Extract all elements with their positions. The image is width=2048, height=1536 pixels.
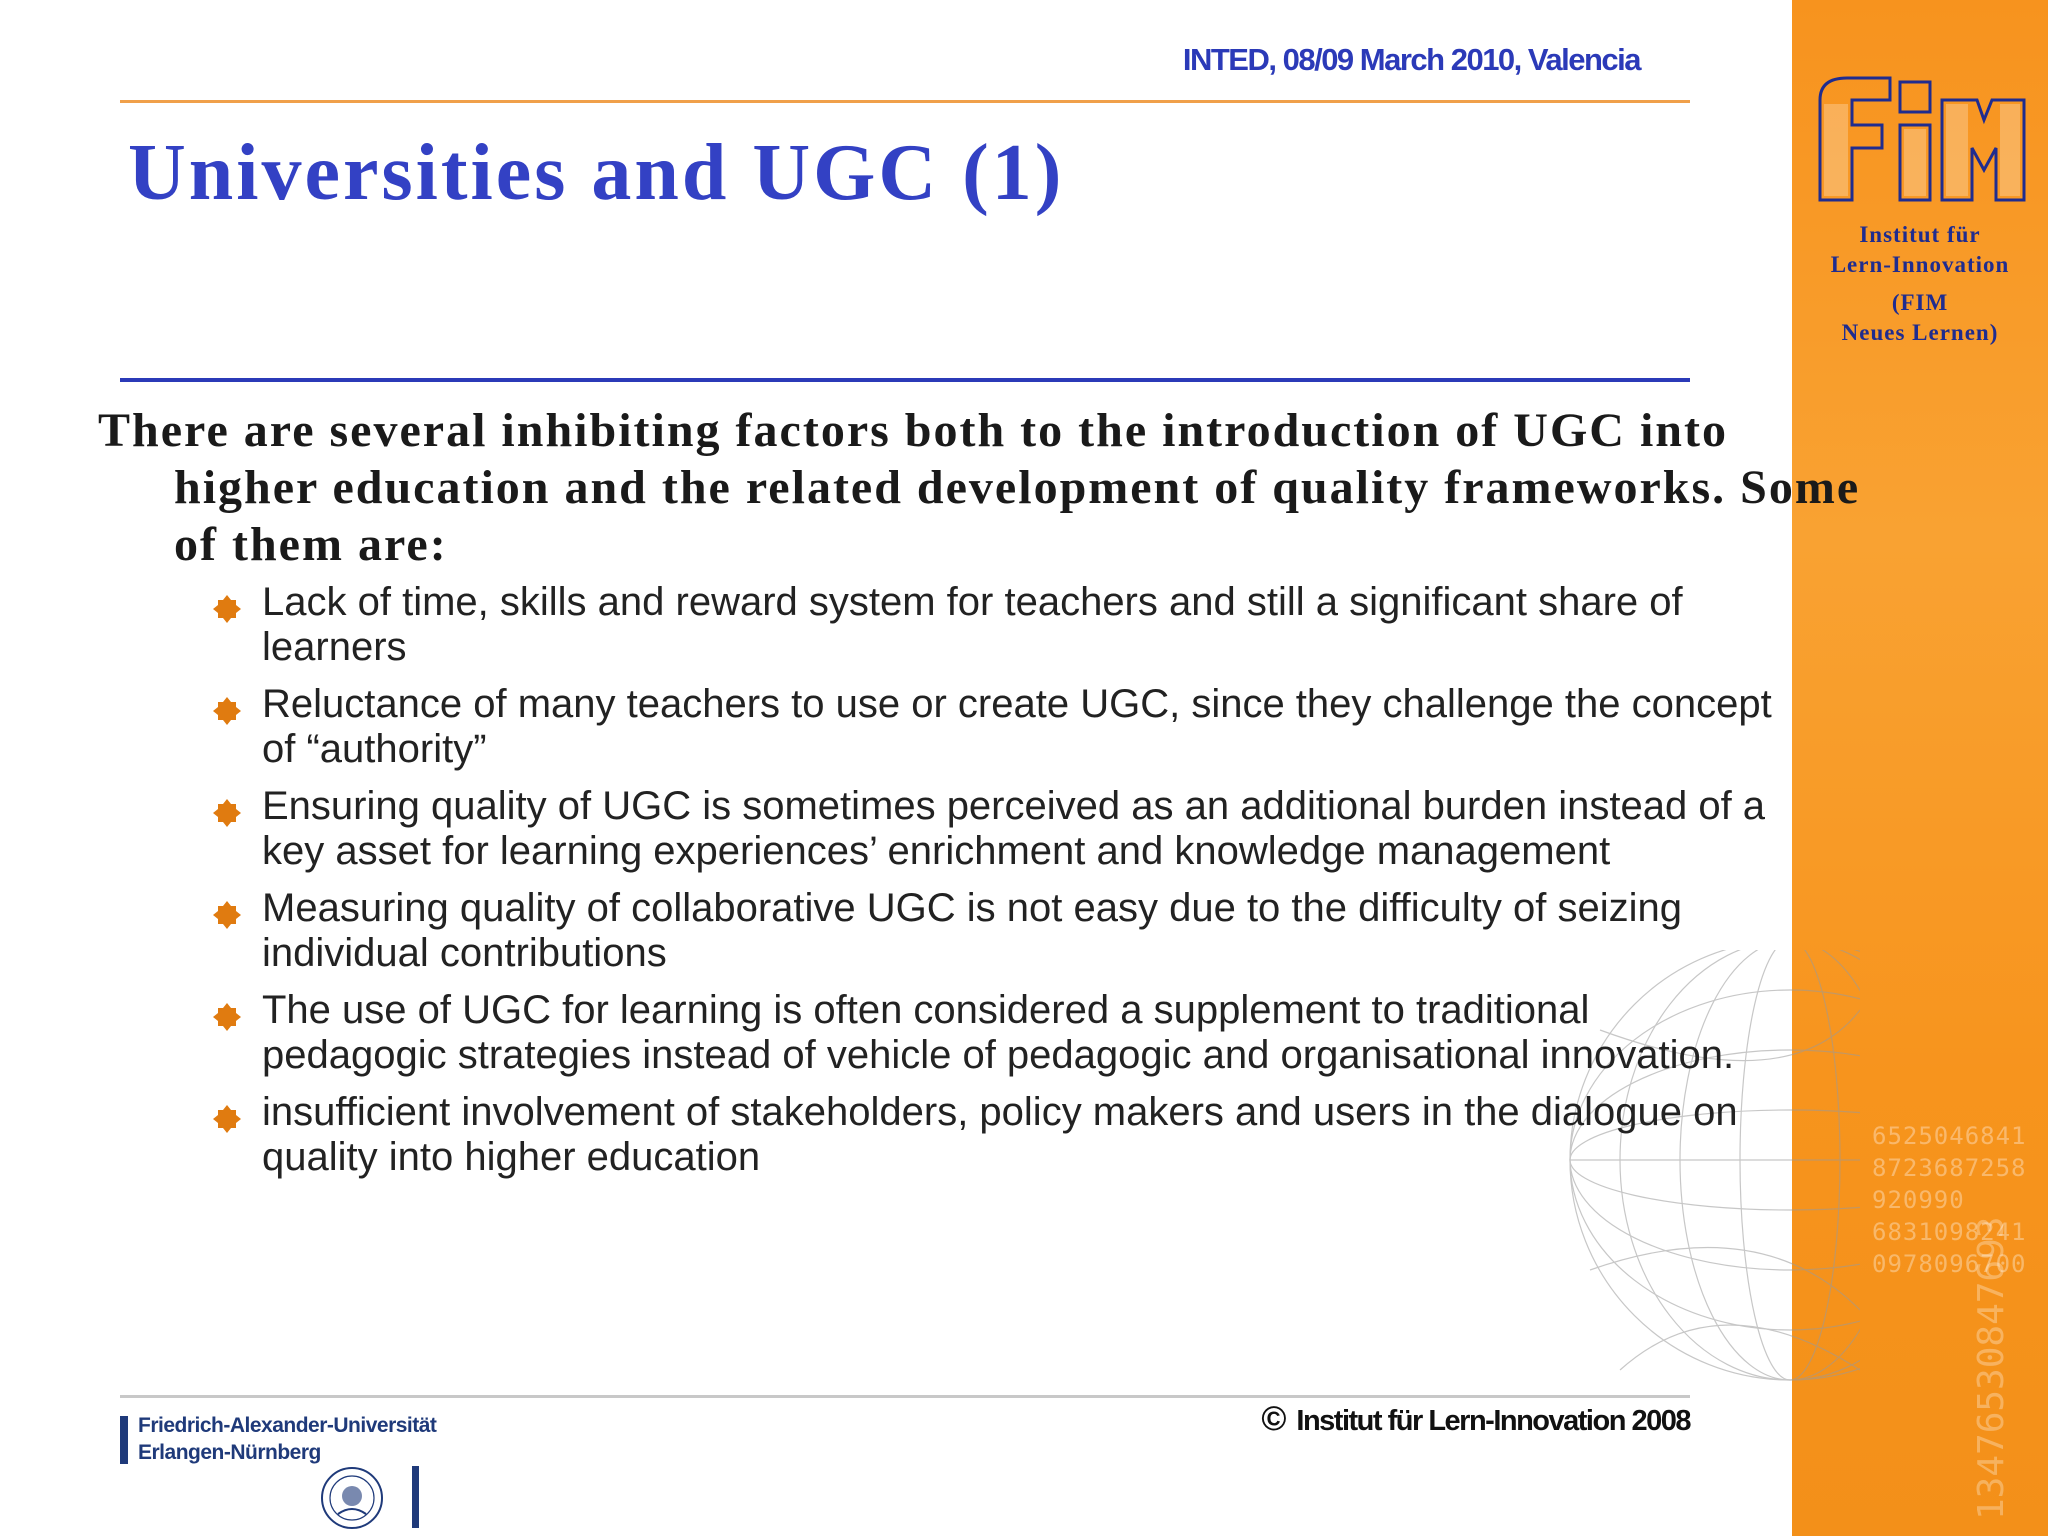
number-row: 6525046841 bbox=[1872, 1122, 2027, 1150]
institute-line: Institut für bbox=[1859, 222, 1981, 247]
diamond-bullet-icon bbox=[212, 798, 242, 828]
bullet-text: Ensuring quality of UGC is sometimes perceived as an additional burden instead of a key asset for learning experiences’ enrichment and knowledge management bbox=[262, 784, 1766, 873]
institute-line: Lern-Innovation bbox=[1830, 252, 2010, 277]
diamond-bullet-icon bbox=[212, 594, 242, 624]
bullet-text: Reluctance of many teachers to use or create UGC, since they challenge the concept of “authority” bbox=[262, 682, 1772, 771]
list-item bbox=[212, 682, 1772, 772]
diamond-bullet-icon bbox=[212, 1002, 242, 1032]
intro-paragraph: There are several inhibiting factors both to the introduction of UGC into higher education and the related development of quality frameworks. Some of them are: bbox=[98, 404, 1861, 571]
number-row: 8723687258 bbox=[1872, 1154, 2027, 1182]
title-divider bbox=[120, 378, 1690, 382]
conference-label: INTED, 08/09 March 2010, Valencia bbox=[1182, 42, 1640, 77]
university-name-line: Erlangen-Nürnberg bbox=[138, 1441, 321, 1464]
bullet-text: insufficient involvement of stakeholders, policy makers and users in the dialogue on quality into higher education bbox=[262, 1090, 1738, 1179]
bullet-text: The use of UGC for learning is often considered a supplement to traditional pedagogic strategies instead of vehicle of pedagogic and organisational innovation. bbox=[262, 988, 1735, 1077]
university-logo-bar bbox=[120, 1416, 128, 1464]
fim-logo bbox=[1812, 70, 2032, 210]
university-name bbox=[138, 1412, 458, 1466]
diamond-bullet-icon bbox=[212, 696, 242, 726]
number-row: 6831098241 bbox=[1872, 1218, 2027, 1246]
list-item bbox=[212, 886, 1772, 976]
top-divider bbox=[120, 100, 1690, 103]
copyright-text: Institut für Lern-Innovation 2008 bbox=[1296, 1405, 1690, 1437]
copyright-symbol: © bbox=[1261, 1400, 1287, 1438]
copyright-notice bbox=[1150, 1400, 1690, 1439]
number-row: 920990 bbox=[1872, 1186, 1965, 1214]
list-item bbox=[212, 1090, 1772, 1180]
university-logo-rule bbox=[412, 1466, 419, 1528]
list-item bbox=[212, 784, 1772, 874]
university-seal-icon bbox=[320, 1466, 384, 1530]
institute-line: Neues Lernen) bbox=[1841, 320, 1999, 345]
decorative-number-strip: 13476530847693 bbox=[1971, 1216, 2012, 1520]
list-item bbox=[212, 988, 1772, 1078]
bullet-list bbox=[212, 580, 1772, 1192]
list-item bbox=[212, 580, 1772, 670]
diamond-bullet-icon bbox=[212, 1104, 242, 1134]
institute-line: (FIM bbox=[1891, 290, 1949, 315]
diamond-bullet-icon bbox=[212, 900, 242, 930]
institute-name bbox=[1792, 220, 2048, 348]
university-logo bbox=[120, 1408, 450, 1528]
number-row: 0978096700 bbox=[1872, 1250, 2027, 1278]
bullet-text: Measuring quality of collaborative UGC is not easy due to the difficulty of seizing individual contributions bbox=[262, 886, 1682, 975]
slide-title: Universities and UGC (1) bbox=[128, 129, 1065, 217]
footer-divider bbox=[120, 1395, 1690, 1398]
bullet-text: Lack of time, skills and reward system for teachers and still a significant share of learners bbox=[262, 580, 1683, 669]
university-name-line: Friedrich-Alexander-Universität bbox=[138, 1414, 437, 1437]
